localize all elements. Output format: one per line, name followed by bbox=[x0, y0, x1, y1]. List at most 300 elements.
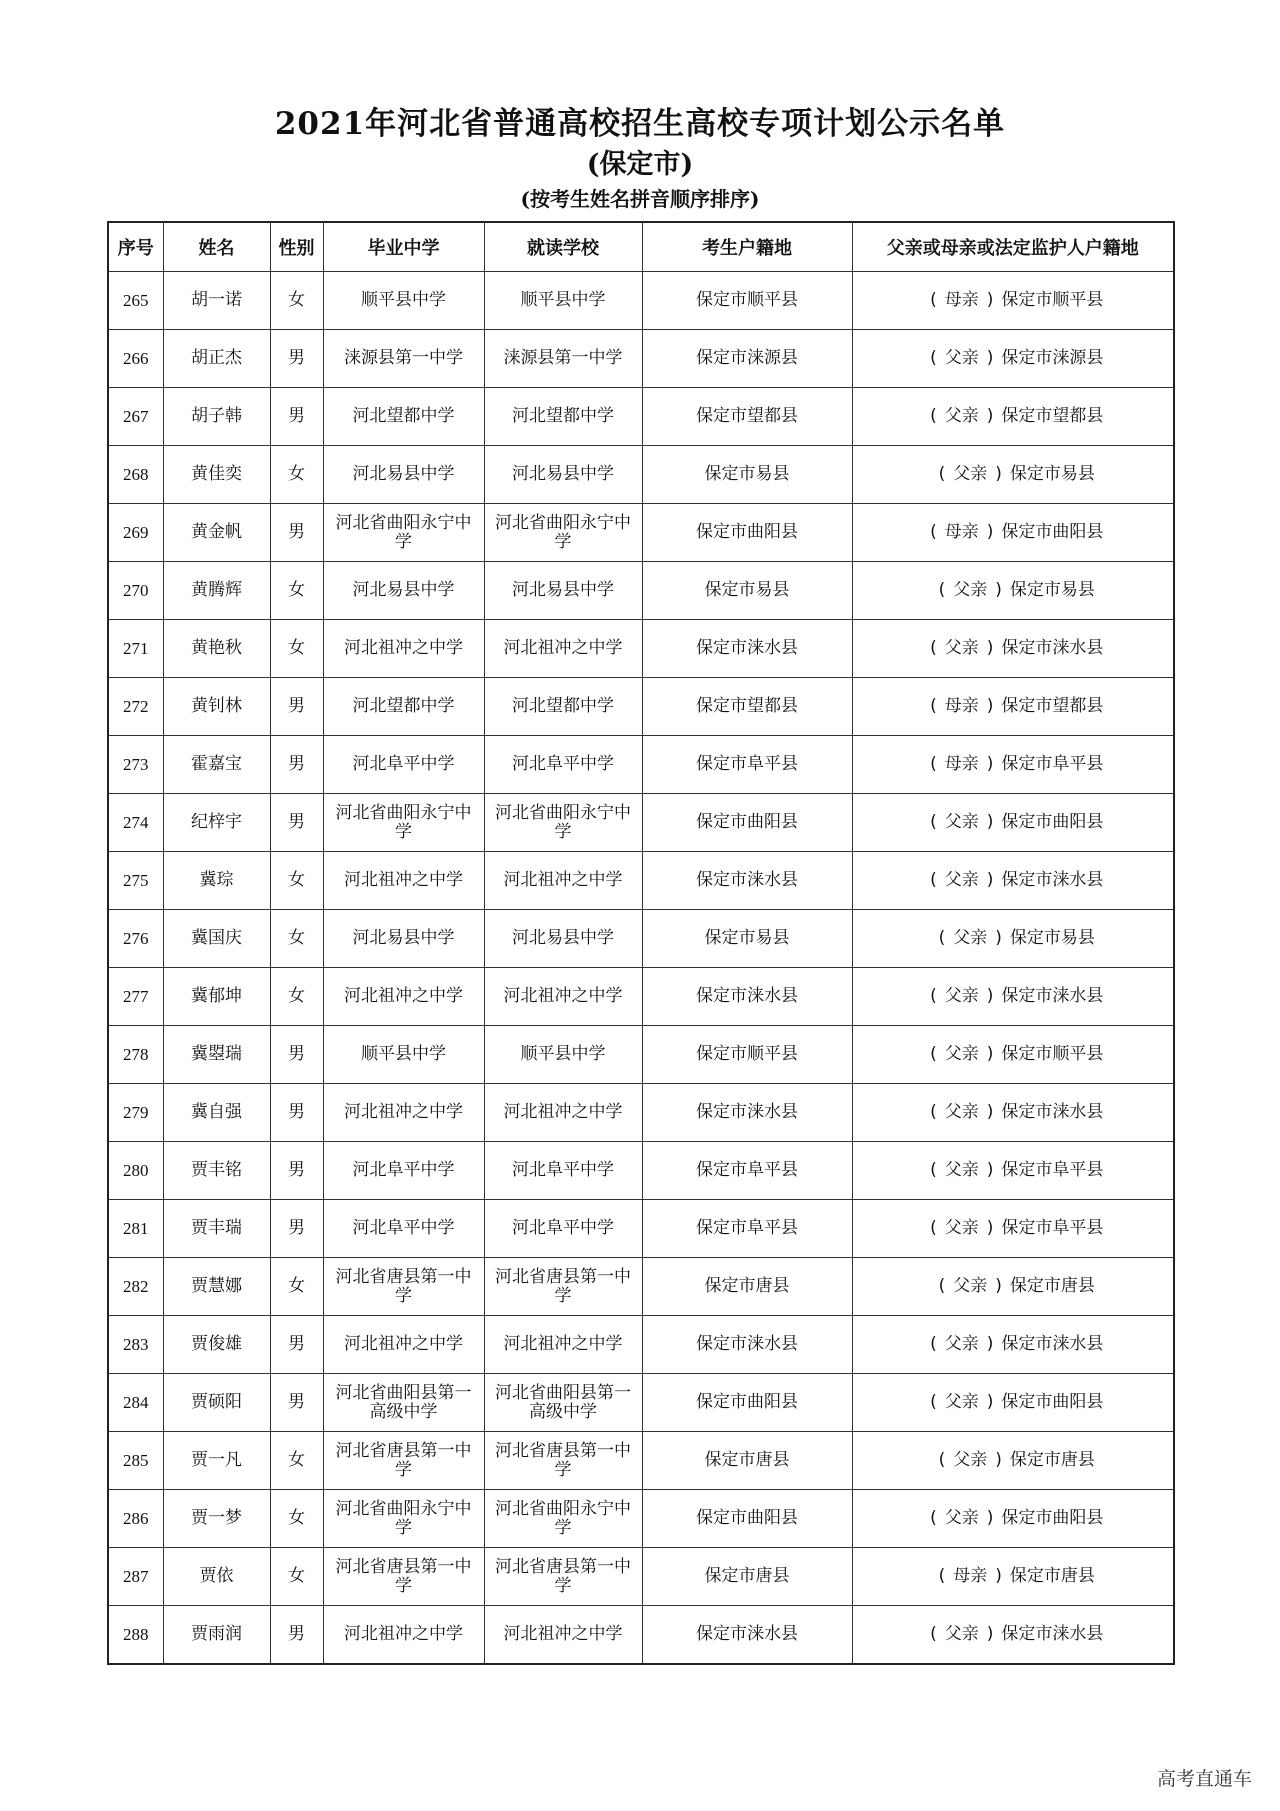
cell-grad-school: 河北祖冲之中学 bbox=[323, 1606, 484, 1665]
table-row bbox=[108, 1316, 1174, 1374]
table-row bbox=[108, 272, 1174, 330]
guardian-place: 保定市望都县 bbox=[1001, 406, 1104, 426]
cell-current-school: 河北望都中学 bbox=[484, 388, 642, 446]
table-row bbox=[108, 1548, 1174, 1606]
cell-current-school: 河北易县中学 bbox=[484, 562, 642, 620]
cell-current-school: 河北祖冲之中学 bbox=[484, 620, 642, 678]
cell-name: 胡正杰 bbox=[163, 330, 270, 388]
cell-no: 285 bbox=[108, 1432, 163, 1490]
cell-guardian-residence bbox=[852, 1548, 1174, 1606]
guardian-relation: 父亲 bbox=[953, 464, 988, 484]
cell-name: 贾一凡 bbox=[163, 1432, 270, 1490]
cell-grad-school: 河北省曲阳永宁中学 bbox=[323, 504, 484, 562]
guardian-relation: 父亲 bbox=[953, 1276, 988, 1296]
cell-residence: 保定市望都县 bbox=[642, 678, 852, 736]
guardian-place: 保定市涞水县 bbox=[1001, 1624, 1104, 1644]
cell-guardian-residence bbox=[852, 1606, 1174, 1665]
paren-open: ( bbox=[930, 1102, 937, 1122]
cell-grad-school: 河北省唐县第一中学 bbox=[323, 1548, 484, 1606]
cell-grad-school: 河北望都中学 bbox=[323, 388, 484, 446]
table-row bbox=[108, 736, 1174, 794]
cell-current-school: 河北阜平中学 bbox=[484, 1142, 642, 1200]
cell-gender: 女 bbox=[270, 968, 323, 1026]
cell-name: 贾丰铭 bbox=[163, 1142, 270, 1200]
cell-name: 胡一诺 bbox=[163, 272, 270, 330]
paren-open: ( bbox=[930, 1218, 937, 1238]
paren-close: ) bbox=[986, 696, 994, 716]
cell-residence: 保定市唐县 bbox=[642, 1258, 852, 1316]
cell-current-school: 顺平县中学 bbox=[484, 1026, 642, 1084]
cell-grad-school: 河北省唐县第一中学 bbox=[323, 1432, 484, 1490]
paren-open: ( bbox=[930, 522, 937, 542]
paren-open: ( bbox=[930, 348, 937, 368]
cell-gender: 男 bbox=[270, 1084, 323, 1142]
cell-grad-school: 河北祖冲之中学 bbox=[323, 1316, 484, 1374]
cell-current-school: 河北省唐县第一中学 bbox=[484, 1258, 642, 1316]
cell-gender: 女 bbox=[270, 1548, 323, 1606]
cell-current-school: 河北省唐县第一中学 bbox=[484, 1432, 642, 1490]
header-residence: 考生户籍地 bbox=[642, 222, 852, 272]
table-row bbox=[108, 620, 1174, 678]
paren-open: ( bbox=[930, 696, 937, 716]
paren-close: ) bbox=[995, 1450, 1002, 1470]
paren-open: ( bbox=[930, 406, 937, 426]
cell-gender: 女 bbox=[270, 1490, 323, 1548]
cell-guardian-residence bbox=[852, 794, 1174, 852]
table-row bbox=[108, 330, 1174, 388]
cell-name: 冀国庆 bbox=[163, 910, 270, 968]
cell-guardian-residence bbox=[852, 1490, 1174, 1548]
guardian-relation: 母亲 bbox=[944, 754, 979, 774]
cell-no: 273 bbox=[108, 736, 163, 794]
table-row bbox=[108, 1142, 1174, 1200]
cell-guardian-residence bbox=[852, 678, 1174, 736]
cell-no: 277 bbox=[108, 968, 163, 1026]
cell-no: 279 bbox=[108, 1084, 163, 1142]
paren-open: ( bbox=[930, 1624, 937, 1644]
cell-no: 266 bbox=[108, 330, 163, 388]
guardian-place: 保定市顺平县 bbox=[1001, 290, 1104, 310]
cell-guardian-residence bbox=[852, 968, 1174, 1026]
page-title: 2021年河北省普通高校招生高校专项计划公示名单 bbox=[274, 106, 1006, 142]
cell-name: 贾一梦 bbox=[163, 1490, 270, 1548]
paren-open: ( bbox=[938, 464, 946, 484]
cell-no: 274 bbox=[108, 794, 163, 852]
cell-grad-school: 河北易县中学 bbox=[323, 446, 484, 504]
cell-residence: 保定市曲阳县 bbox=[642, 794, 852, 852]
cell-gender: 男 bbox=[270, 678, 323, 736]
cell-grad-school: 顺平县中学 bbox=[323, 1026, 484, 1084]
paren-close: ) bbox=[986, 522, 994, 542]
cell-name: 冀曌瑞 bbox=[163, 1026, 270, 1084]
guardian-place: 保定市易县 bbox=[1009, 580, 1095, 600]
guardian-place: 保定市阜平县 bbox=[1001, 1218, 1104, 1238]
cell-name: 黄艳秋 bbox=[163, 620, 270, 678]
table-row bbox=[108, 1374, 1174, 1432]
cell-residence: 保定市涞水县 bbox=[642, 1084, 852, 1142]
paren-close: ) bbox=[986, 1044, 994, 1064]
cell-guardian-residence bbox=[852, 272, 1174, 330]
cell-gender: 男 bbox=[270, 1142, 323, 1200]
table-row bbox=[108, 1432, 1174, 1490]
guardian-place: 保定市阜平县 bbox=[1001, 754, 1104, 774]
cell-current-school: 河北省曲阳县第一高级中学 bbox=[484, 1374, 642, 1432]
cell-no: 270 bbox=[108, 562, 163, 620]
guardian-relation: 父亲 bbox=[944, 1624, 979, 1644]
paren-close: ) bbox=[986, 1508, 994, 1528]
cell-gender: 女 bbox=[270, 852, 323, 910]
guardian-place: 保定市涞水县 bbox=[1001, 1334, 1104, 1354]
guardian-relation: 父亲 bbox=[944, 406, 979, 426]
paren-open: ( bbox=[938, 928, 946, 948]
cell-grad-school: 河北望都中学 bbox=[323, 678, 484, 736]
cell-guardian-residence bbox=[852, 1374, 1174, 1432]
guardian-relation: 母亲 bbox=[944, 290, 979, 310]
header-no: 序号 bbox=[108, 222, 163, 272]
guardian-place: 保定市唐县 bbox=[1009, 1276, 1095, 1296]
header-grad-school: 毕业中学 bbox=[323, 222, 484, 272]
cell-grad-school: 河北祖冲之中学 bbox=[323, 1084, 484, 1142]
cell-residence: 保定市顺平县 bbox=[642, 1026, 852, 1084]
guardian-place: 保定市曲阳县 bbox=[1001, 1392, 1104, 1412]
guardian-relation: 父亲 bbox=[944, 1102, 979, 1122]
cell-residence: 保定市涞水县 bbox=[642, 852, 852, 910]
guardian-place: 保定市涞水县 bbox=[1001, 638, 1104, 658]
header-name: 姓名 bbox=[163, 222, 270, 272]
header-guardian-residence: 父亲或母亲或法定监护人户籍地 bbox=[852, 222, 1174, 272]
cell-gender: 女 bbox=[270, 910, 323, 968]
table-row bbox=[108, 504, 1174, 562]
guardian-place: 保定市唐县 bbox=[1009, 1450, 1095, 1470]
guardian-place: 保定市曲阳县 bbox=[1001, 812, 1104, 832]
cell-name: 黄钊林 bbox=[163, 678, 270, 736]
cell-guardian-residence bbox=[852, 1432, 1174, 1490]
cell-no: 287 bbox=[108, 1548, 163, 1606]
roster-table bbox=[107, 221, 1175, 1665]
guardian-relation: 父亲 bbox=[944, 1508, 979, 1528]
table-row bbox=[108, 968, 1174, 1026]
paren-open: ( bbox=[938, 1276, 946, 1296]
cell-residence: 保定市涞水县 bbox=[642, 1606, 852, 1665]
cell-no: 269 bbox=[108, 504, 163, 562]
guardian-relation: 父亲 bbox=[953, 580, 988, 600]
table-row bbox=[108, 910, 1174, 968]
table-row bbox=[108, 562, 1174, 620]
guardian-place: 保定市涞水县 bbox=[1001, 986, 1104, 1006]
cell-gender: 男 bbox=[270, 1200, 323, 1258]
guardian-place: 保定市唐县 bbox=[1009, 1566, 1095, 1586]
cell-name: 冀琮 bbox=[163, 852, 270, 910]
page-subtitle: (保定市) bbox=[586, 149, 694, 180]
guardian-relation: 父亲 bbox=[944, 1044, 979, 1064]
paren-open: ( bbox=[930, 1508, 937, 1528]
table-row bbox=[108, 794, 1174, 852]
sort-note: (按考生姓名拼音顺序排序) bbox=[520, 187, 760, 211]
guardian-relation: 父亲 bbox=[944, 986, 979, 1006]
cell-no: 271 bbox=[108, 620, 163, 678]
cell-gender: 女 bbox=[270, 446, 323, 504]
guardian-relation: 父亲 bbox=[944, 1218, 979, 1238]
cell-residence: 保定市阜平县 bbox=[642, 1142, 852, 1200]
guardian-relation: 父亲 bbox=[953, 928, 988, 948]
cell-current-school: 河北省曲阳永宁中学 bbox=[484, 794, 642, 852]
guardian-place: 保定市涞源县 bbox=[1001, 348, 1104, 368]
cell-gender: 男 bbox=[270, 1374, 323, 1432]
cell-current-school: 河北易县中学 bbox=[484, 446, 642, 504]
guardian-relation: 母亲 bbox=[953, 1566, 988, 1586]
cell-guardian-residence bbox=[852, 1084, 1174, 1142]
cell-current-school: 河北祖冲之中学 bbox=[484, 1084, 642, 1142]
cell-no: 275 bbox=[108, 852, 163, 910]
cell-grad-school: 河北祖冲之中学 bbox=[323, 852, 484, 910]
cell-grad-school: 河北阜平中学 bbox=[323, 1200, 484, 1258]
cell-residence: 保定市曲阳县 bbox=[642, 504, 852, 562]
cell-no: 278 bbox=[108, 1026, 163, 1084]
guardian-place: 保定市涞水县 bbox=[1001, 1102, 1104, 1122]
cell-no: 282 bbox=[108, 1258, 163, 1316]
watermark: 高考直通车 bbox=[1156, 1768, 1252, 1790]
cell-guardian-residence bbox=[852, 1316, 1174, 1374]
cell-residence: 保定市易县 bbox=[642, 562, 852, 620]
cell-no: 276 bbox=[108, 910, 163, 968]
paren-open: ( bbox=[930, 1334, 937, 1354]
cell-gender: 女 bbox=[270, 562, 323, 620]
table-row bbox=[108, 852, 1174, 910]
cell-current-school: 河北祖冲之中学 bbox=[484, 852, 642, 910]
cell-gender: 女 bbox=[270, 620, 323, 678]
cell-current-school: 河北望都中学 bbox=[484, 678, 642, 736]
table-row bbox=[108, 1490, 1174, 1548]
cell-name: 贾慧娜 bbox=[163, 1258, 270, 1316]
cell-residence: 保定市涞源县 bbox=[642, 330, 852, 388]
paren-close: ) bbox=[986, 1218, 994, 1238]
paren-open: ( bbox=[938, 580, 946, 600]
cell-guardian-residence bbox=[852, 910, 1174, 968]
guardian-relation: 父亲 bbox=[944, 1392, 979, 1412]
paren-close: ) bbox=[986, 1334, 994, 1354]
guardian-relation: 母亲 bbox=[944, 696, 979, 716]
cell-no: 283 bbox=[108, 1316, 163, 1374]
guardian-place: 保定市曲阳县 bbox=[1001, 522, 1104, 542]
cell-gender: 男 bbox=[270, 1606, 323, 1665]
paren-close: ) bbox=[986, 406, 994, 426]
cell-no: 272 bbox=[108, 678, 163, 736]
cell-gender: 男 bbox=[270, 330, 323, 388]
table-row bbox=[108, 1606, 1174, 1665]
cell-no: 288 bbox=[108, 1606, 163, 1665]
cell-current-school: 河北省唐县第一中学 bbox=[484, 1548, 642, 1606]
cell-gender: 女 bbox=[270, 1258, 323, 1316]
cell-residence: 保定市望都县 bbox=[642, 388, 852, 446]
cell-guardian-residence bbox=[852, 446, 1174, 504]
cell-residence: 保定市唐县 bbox=[642, 1432, 852, 1490]
cell-name: 贾丰瑞 bbox=[163, 1200, 270, 1258]
cell-grad-school: 河北阜平中学 bbox=[323, 1142, 484, 1200]
guardian-relation: 父亲 bbox=[944, 1334, 979, 1354]
paren-close: ) bbox=[986, 638, 994, 658]
cell-no: 286 bbox=[108, 1490, 163, 1548]
cell-gender: 女 bbox=[270, 1432, 323, 1490]
cell-guardian-residence bbox=[852, 1142, 1174, 1200]
cell-residence: 保定市阜平县 bbox=[642, 736, 852, 794]
cell-current-school: 河北祖冲之中学 bbox=[484, 1606, 642, 1665]
cell-name: 黄佳奕 bbox=[163, 446, 270, 504]
paren-close: ) bbox=[995, 464, 1002, 484]
guardian-place: 保定市涞水县 bbox=[1001, 870, 1104, 890]
paren-open: ( bbox=[930, 754, 937, 774]
paren-open: ( bbox=[930, 638, 937, 658]
table-row bbox=[108, 446, 1174, 504]
cell-name: 纪梓宇 bbox=[163, 794, 270, 852]
cell-no: 280 bbox=[108, 1142, 163, 1200]
table-row bbox=[108, 678, 1174, 736]
cell-residence: 保定市易县 bbox=[642, 910, 852, 968]
cell-guardian-residence bbox=[852, 1200, 1174, 1258]
cell-residence: 保定市涞水县 bbox=[642, 620, 852, 678]
cell-current-school: 河北阜平中学 bbox=[484, 736, 642, 794]
cell-no: 265 bbox=[108, 272, 163, 330]
cell-guardian-residence bbox=[852, 330, 1174, 388]
cell-current-school: 河北省曲阳永宁中学 bbox=[484, 504, 642, 562]
cell-current-school: 河北祖冲之中学 bbox=[484, 1316, 642, 1374]
paren-close: ) bbox=[986, 1392, 994, 1412]
table-row bbox=[108, 1200, 1174, 1258]
cell-gender: 男 bbox=[270, 736, 323, 794]
paren-close: ) bbox=[986, 754, 994, 774]
cell-no: 284 bbox=[108, 1374, 163, 1432]
cell-gender: 男 bbox=[270, 794, 323, 852]
cell-grad-school: 河北省曲阳永宁中学 bbox=[323, 794, 484, 852]
paren-open: ( bbox=[930, 1160, 937, 1180]
paren-close: ) bbox=[986, 870, 994, 890]
cell-name: 冀郁坤 bbox=[163, 968, 270, 1026]
cell-residence: 保定市曲阳县 bbox=[642, 1374, 852, 1432]
cell-residence: 保定市涞水县 bbox=[642, 1316, 852, 1374]
cell-current-school: 河北省曲阳永宁中学 bbox=[484, 1490, 642, 1548]
guardian-relation: 父亲 bbox=[944, 1160, 979, 1180]
table-body bbox=[108, 272, 1174, 1665]
cell-gender: 男 bbox=[270, 1316, 323, 1374]
guardian-place: 保定市阜平县 bbox=[1001, 1160, 1104, 1180]
cell-grad-school: 河北阜平中学 bbox=[323, 736, 484, 794]
cell-no: 267 bbox=[108, 388, 163, 446]
cell-name: 贾依 bbox=[163, 1548, 270, 1606]
cell-grad-school: 河北省曲阳永宁中学 bbox=[323, 1490, 484, 1548]
cell-residence: 保定市曲阳县 bbox=[642, 1490, 852, 1548]
cell-gender: 男 bbox=[270, 504, 323, 562]
cell-grad-school: 河北易县中学 bbox=[323, 910, 484, 968]
paren-close: ) bbox=[986, 1102, 994, 1122]
cell-grad-school: 河北易县中学 bbox=[323, 562, 484, 620]
paren-open: ( bbox=[930, 986, 937, 1006]
header-current-school: 就读学校 bbox=[484, 222, 642, 272]
guardian-place: 保定市顺平县 bbox=[1001, 1044, 1104, 1064]
table-row bbox=[108, 388, 1174, 446]
paren-close: ) bbox=[995, 580, 1002, 600]
paren-close: ) bbox=[986, 290, 994, 310]
paren-close: ) bbox=[995, 928, 1002, 948]
paren-close: ) bbox=[995, 1566, 1002, 1586]
cell-residence: 保定市易县 bbox=[642, 446, 852, 504]
guardian-place: 保定市易县 bbox=[1009, 464, 1095, 484]
paren-open: ( bbox=[930, 812, 937, 832]
table-row bbox=[108, 1084, 1174, 1142]
cell-guardian-residence bbox=[852, 852, 1174, 910]
cell-guardian-residence bbox=[852, 1258, 1174, 1316]
cell-guardian-residence bbox=[852, 736, 1174, 794]
paren-close: ) bbox=[986, 348, 994, 368]
cell-name: 胡子韩 bbox=[163, 388, 270, 446]
cell-guardian-residence bbox=[852, 504, 1174, 562]
paren-open: ( bbox=[930, 870, 937, 890]
cell-guardian-residence bbox=[852, 620, 1174, 678]
cell-name: 黄腾辉 bbox=[163, 562, 270, 620]
cell-residence: 保定市唐县 bbox=[642, 1548, 852, 1606]
paren-close: ) bbox=[986, 1160, 994, 1180]
cell-current-school: 河北易县中学 bbox=[484, 910, 642, 968]
cell-gender: 男 bbox=[270, 1026, 323, 1084]
cell-grad-school: 顺平县中学 bbox=[323, 272, 484, 330]
cell-name: 冀自强 bbox=[163, 1084, 270, 1142]
cell-name: 贾硕阳 bbox=[163, 1374, 270, 1432]
cell-gender: 女 bbox=[270, 272, 323, 330]
cell-residence: 保定市涞水县 bbox=[642, 968, 852, 1026]
guardian-relation: 父亲 bbox=[953, 1450, 988, 1470]
table-header-row bbox=[108, 222, 1174, 272]
cell-residence: 保定市顺平县 bbox=[642, 272, 852, 330]
cell-name: 贾俊雄 bbox=[163, 1316, 270, 1374]
cell-grad-school: 河北祖冲之中学 bbox=[323, 968, 484, 1026]
guardian-relation: 父亲 bbox=[944, 638, 979, 658]
guardian-relation: 父亲 bbox=[944, 348, 979, 368]
paren-close: ) bbox=[986, 812, 994, 832]
cell-gender: 男 bbox=[270, 388, 323, 446]
cell-grad-school: 涞源县第一中学 bbox=[323, 330, 484, 388]
cell-guardian-residence bbox=[852, 562, 1174, 620]
paren-close: ) bbox=[986, 986, 994, 1006]
cell-grad-school: 河北祖冲之中学 bbox=[323, 620, 484, 678]
table-row bbox=[108, 1026, 1174, 1084]
cell-residence: 保定市阜平县 bbox=[642, 1200, 852, 1258]
cell-current-school: 顺平县中学 bbox=[484, 272, 642, 330]
cell-current-school: 涞源县第一中学 bbox=[484, 330, 642, 388]
cell-name: 贾雨润 bbox=[163, 1606, 270, 1665]
guardian-place: 保定市望都县 bbox=[1001, 696, 1104, 716]
header-gender: 性别 bbox=[270, 222, 323, 272]
cell-name: 霍嘉宝 bbox=[163, 736, 270, 794]
paren-close: ) bbox=[986, 1624, 994, 1644]
cell-no: 281 bbox=[108, 1200, 163, 1258]
guardian-relation: 父亲 bbox=[944, 870, 979, 890]
paren-open: ( bbox=[938, 1566, 946, 1586]
cell-name: 黄金帆 bbox=[163, 504, 270, 562]
cell-no: 268 bbox=[108, 446, 163, 504]
guardian-relation: 母亲 bbox=[944, 522, 979, 542]
guardian-place: 保定市曲阳县 bbox=[1001, 1508, 1104, 1528]
guardian-relation: 父亲 bbox=[944, 812, 979, 832]
cell-grad-school: 河北省唐县第一中学 bbox=[323, 1258, 484, 1316]
cell-grad-school: 河北省曲阳县第一高级中学 bbox=[323, 1374, 484, 1432]
paren-open: ( bbox=[938, 1450, 946, 1470]
paren-close: ) bbox=[995, 1276, 1002, 1296]
cell-current-school: 河北阜平中学 bbox=[484, 1200, 642, 1258]
paren-open: ( bbox=[930, 1044, 937, 1064]
cell-guardian-residence bbox=[852, 1026, 1174, 1084]
paren-open: ( bbox=[930, 290, 937, 310]
guardian-place: 保定市易县 bbox=[1009, 928, 1095, 948]
paren-open: ( bbox=[930, 1392, 937, 1412]
cell-current-school: 河北祖冲之中学 bbox=[484, 968, 642, 1026]
